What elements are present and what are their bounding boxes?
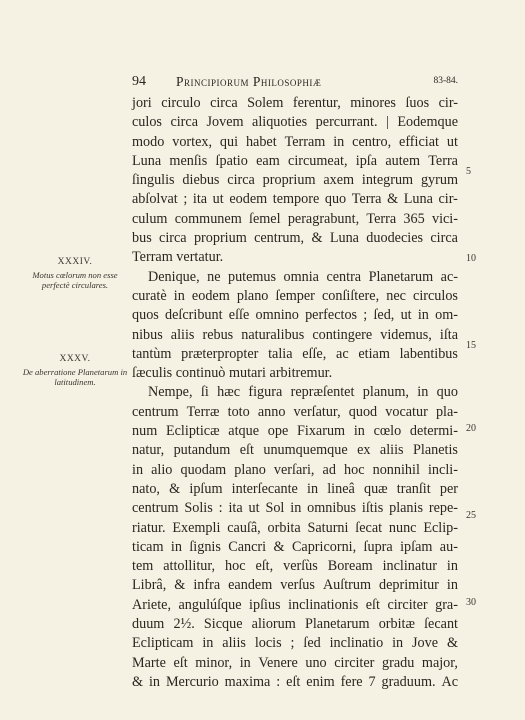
text-line: natur, putandum eſt unumquemque ex aliis Planetis	[132, 442, 458, 459]
text-line: modo vortex, qui habet Terram in centro, efficiat ut	[132, 133, 458, 150]
text-line: nibus aliis rebus naturalibus contingere videmus, iſta	[132, 326, 458, 343]
text-line: num Eclipticæ atque ope Fixarum in cœlo determi-	[132, 423, 458, 440]
line-number: 5	[466, 166, 471, 177]
text-line: ſæculis continuò mutari arbitremur.	[132, 365, 333, 382]
margin-note-text: De aberratione Planetarum in latitudinem.	[22, 366, 128, 387]
text-line: & in Mercurio maxima : eſt enim fere 7 graduum. Ac	[132, 673, 458, 690]
text-line: curatè in eodem plano ſemper conſiſtere, nec circulos	[132, 287, 458, 304]
text-line: Terram vertatur.	[132, 249, 224, 266]
margin-note-text: Motus cœlorum non esse perfectè circulares.	[32, 269, 118, 290]
line-number: 30	[466, 597, 476, 608]
text-line: duum 2½. Sicque aliorum Planetarum orbitæ ſecant	[132, 616, 458, 633]
line-number: 20	[466, 423, 476, 434]
running-header	[132, 74, 458, 94]
text-line: nato, & ipſum interſecante in lineâ quæ tranſit per	[132, 480, 458, 497]
line-number: 15	[466, 340, 476, 351]
text-line: Librâ, & infra eandem verſus Auſtrum deprimitur in	[132, 577, 458, 594]
margin-note-34	[22, 257, 128, 291]
text-line: jori circulo circa Solem ferentur, minores ſuos cir-	[132, 95, 458, 111]
margin-note-35	[22, 354, 128, 388]
text-line: riatur. Exempli cauſâ, orbita Saturni ſecat nunc Eclip-	[132, 519, 458, 536]
text-line: Denique, ne putemus omnia centra Planetarum ac-	[148, 268, 458, 285]
text-line: culum communem ſemel peragrabunt, Terra 365 vici-	[132, 210, 458, 227]
text-line: Luna menſis ſpatio eam circumeat, ipſa autem Terra	[132, 152, 458, 169]
text-line: culos circa Jovem aliquoties percurrant. | Eodemque	[132, 114, 458, 131]
text-line: centrum Terræ toto anno verſatur, quod vocatur pla-	[132, 403, 458, 420]
text-line: Nempe, ſi hæc figura repræſentet planum, in quo	[148, 384, 458, 401]
text-line: quos deſcribunt eſſe omnino perfectos ; ſed, ut in om-	[132, 307, 458, 324]
line-number: 25	[466, 510, 476, 521]
text-line: ticam in ſignis Cancri & Capricorni, ſupra ipſam au-	[132, 538, 458, 555]
text-line: ſingulis diebus circa proprium axem integrum gyrum	[132, 172, 458, 189]
text-line: abſolvat ; ita ut eodem tempore quo Terra & Luna cir-	[132, 191, 458, 208]
text-line: tem attollitur, hoc eſt, verſùs Boream inclinatur in	[132, 558, 458, 575]
text-line: Ariete, angulúſque ipſius inclinationis eſt circiter gra-	[132, 596, 458, 613]
running-title: Principiorum Philosophiæ	[176, 74, 322, 89]
text-line: Marte eſt minor, in Venere uno circiter gradu major,	[132, 654, 458, 671]
text-line: centrum Solis : ita ut Sol in omnibus iſtis planis repe-	[132, 500, 458, 517]
margin-note-number: XXXV.	[59, 354, 91, 364]
page-number: 94	[132, 74, 146, 89]
text-line: bus circa proprium centrum, & Luna duodecies circa	[132, 230, 458, 247]
section-range: 83-84.	[433, 76, 458, 86]
margin-note-number: XXXIV.	[57, 257, 93, 267]
text-line: Eclipticam in aliis locis ; ſed inclinatio in Jove &	[132, 635, 458, 652]
text-line: in alio quodam plano verſari, ad hoc nonnihil incli-	[132, 461, 458, 478]
text-line: tantùm præterpropter talia eſſe, ac etiam labentibus	[132, 345, 458, 362]
line-number: 10	[466, 253, 476, 264]
main-text	[132, 94, 458, 692]
